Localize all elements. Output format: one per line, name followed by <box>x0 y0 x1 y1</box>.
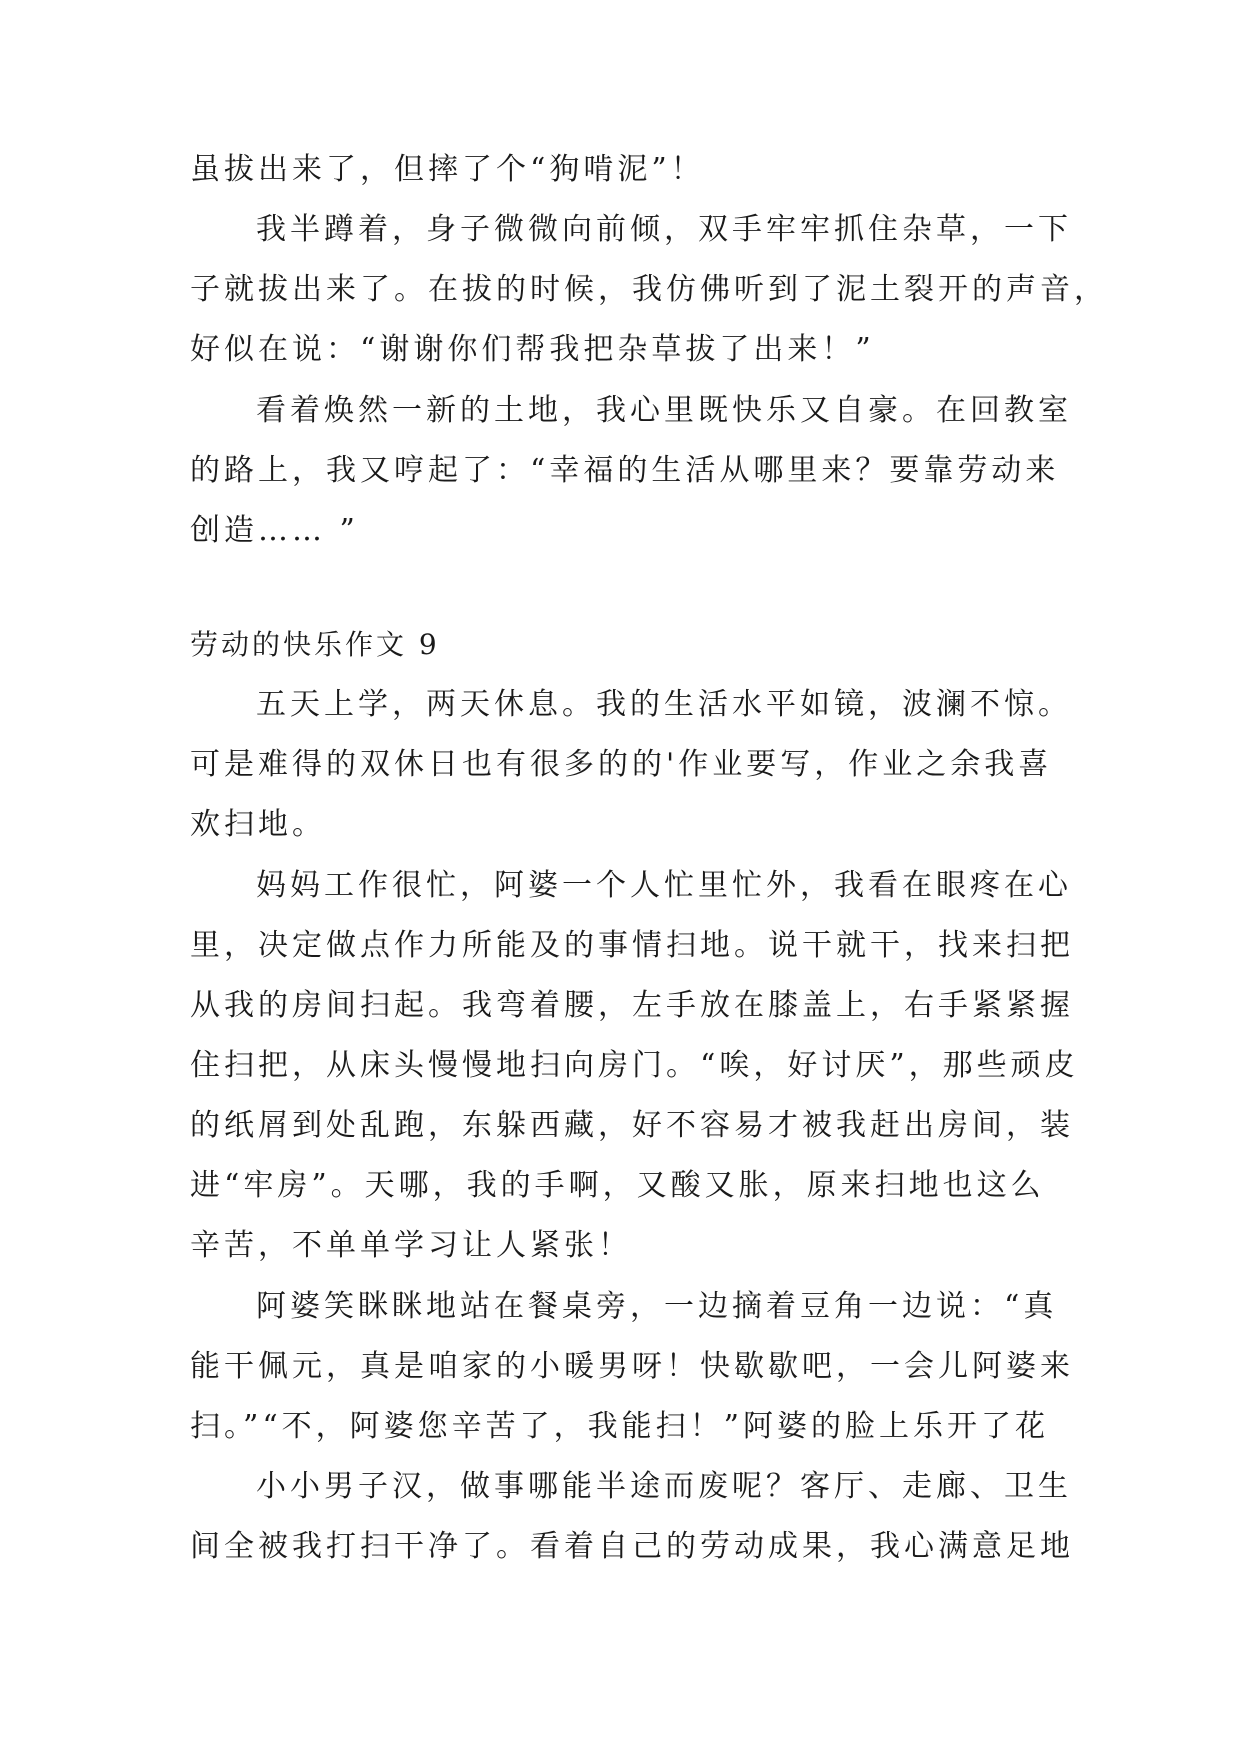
section-heading: 劳动的快乐作文 9 <box>190 628 440 661</box>
paragraph-line: 住扫把，从床头慢慢地扫向房门。“唉，好讨厌”，那些顽皮 <box>190 1048 1079 1083</box>
paragraph-line: 欢扫地。 <box>190 807 326 842</box>
paragraph-line: 可是难得的双休日也有很多的的'作业要写，作业之余我喜 <box>190 747 1053 782</box>
paragraph-line: 辛苦，不单单学习让人紧张！ <box>190 1228 632 1263</box>
paragraph-line: 阿婆笑眯眯地站在餐桌旁，一边摘着豆角一边说：“真 <box>256 1289 1058 1324</box>
paragraph-line: 妈妈工作很忙，阿婆一个人忙里忙外，我看在眼疼在心 <box>256 868 1072 903</box>
paragraph-line: 间全被我打扫干净了。看着自己的劳动成果，我心满意足地 <box>190 1529 1074 1564</box>
paragraph-line: 从我的房间扫起。我弯着腰，左手放在膝盖上，右手紧紧握 <box>190 988 1074 1023</box>
paragraph-line: 里，决定做点作力所能及的事情扫地。说干就干，找来扫把 <box>190 928 1074 963</box>
paragraph-line: 扫。”“不，阿婆您辛苦了，我能扫！”阿婆的脸上乐开了花 <box>190 1409 1050 1444</box>
paragraph-line: 看着焕然一新的土地，我心里既快乐又自豪。在回教室 <box>256 393 1072 428</box>
paragraph-line: 创造…… ” <box>190 513 359 548</box>
paragraph-line: 我半蹲着，身子微微向前倾，双手牢牢抓住杂草，一下 <box>256 212 1072 247</box>
paragraph-line: 进“牢房”。天哪，我的手啊，又酸又胀，原来扫地也这么 <box>190 1168 1045 1203</box>
paragraph-line: 五天上学，两天休息。我的生活水平如镜，波澜不惊。 <box>256 687 1072 722</box>
paragraph-line: 的路上，我又哼起了：“幸福的生活从哪里来？要靠劳动来 <box>190 453 1060 488</box>
paragraph-line: 小小男子汉，做事哪能半途而废呢？客厅、走廊、卫生 <box>256 1469 1072 1504</box>
paragraph-line: 好似在说：“谢谢你们帮我把杂草拔了出来！” <box>190 332 875 367</box>
paragraph-line: 的纸屑到处乱跑，东躲西藏，好不容易才被我赶出房间，装 <box>190 1108 1074 1143</box>
paragraph-line: 子就拔出来了。在拔的时候，我仿佛听到了泥土裂开的声音， <box>190 272 1108 307</box>
paragraph-line: 虽拔出来了，但摔了个“狗啃泥”！ <box>190 152 705 187</box>
paragraph-line: 能干佩元，真是咱家的小暖男呀！快歇歇吧，一会儿阿婆来 <box>190 1349 1074 1384</box>
